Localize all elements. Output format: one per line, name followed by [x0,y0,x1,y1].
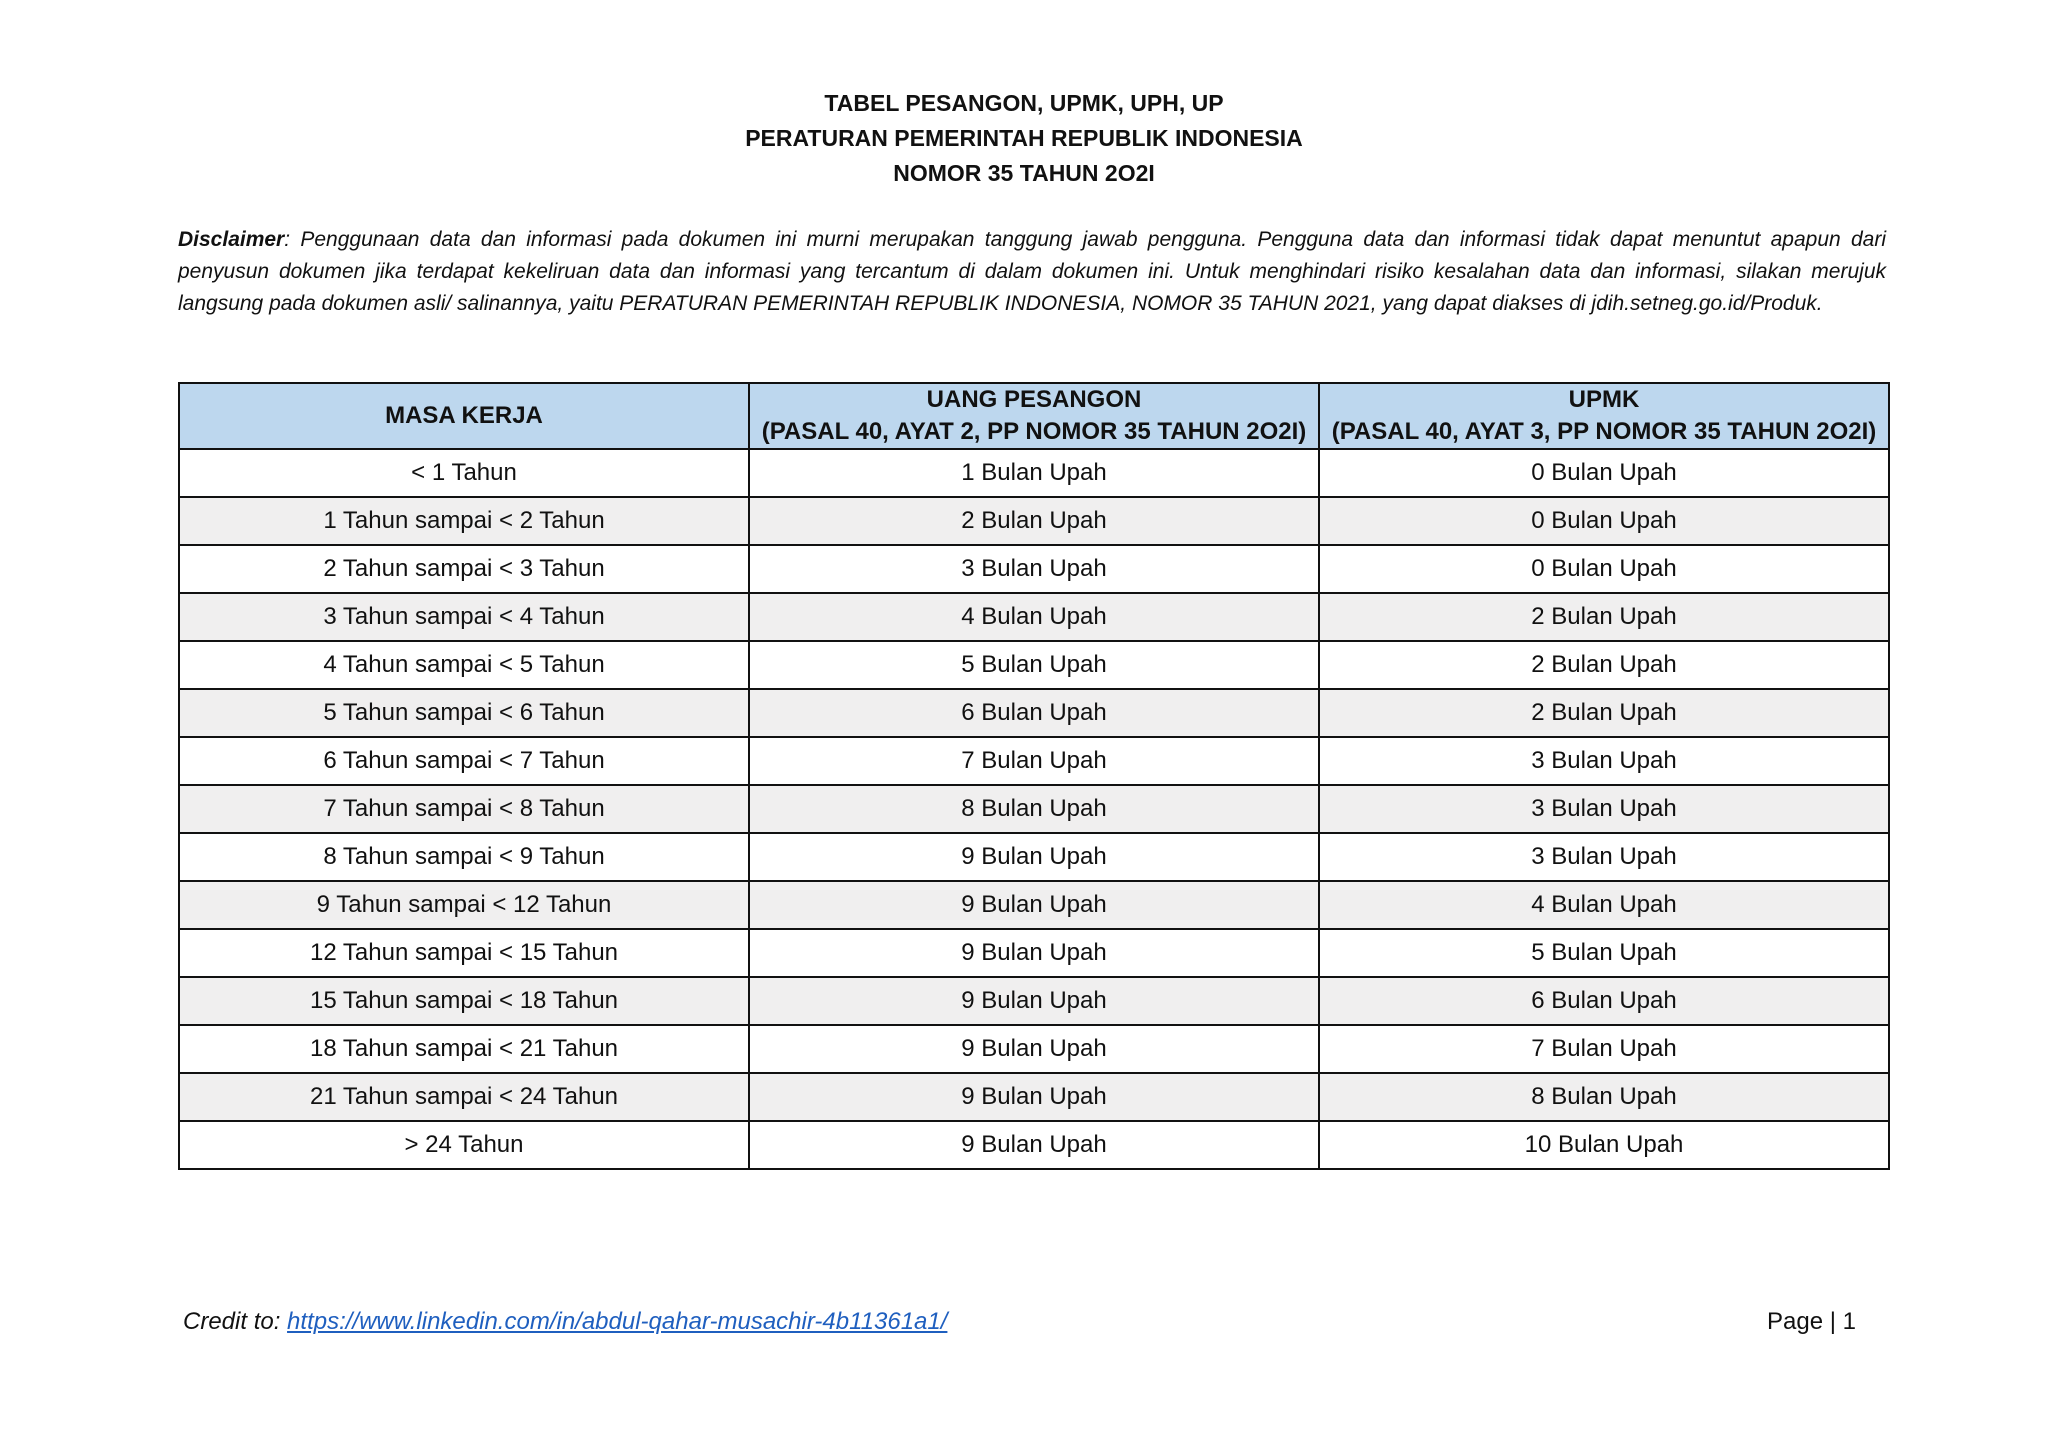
disclaimer-paragraph [178,224,1886,320]
severance-table [178,382,1890,1170]
cell-upmk: 2 Bulan Upah [1319,641,1889,689]
cell-masa-kerja: 9 Tahun sampai < 12 Tahun [179,881,749,929]
cell-upmk: 10 Bulan Upah [1319,1121,1889,1169]
cell-upmk: 0 Bulan Upah [1319,545,1889,593]
table-row [179,449,1889,497]
cell-uang-pesangon: 2 Bulan Upah [749,497,1319,545]
disclaimer-text: : Penggunaan data dan informasi pada dokumen ini murni merupakan tanggung jawab pengguna. Pengguna data dan informasi tidak dapat menuntut apapun dari penyusun dokumen jika terdapat kekeliruan data dan informasi yang tercantum di dalam dokumen ini. Untuk menghindari risiko kesalahan data dan informasi, silakan merujuk langsung pada dokumen asli/ salinannya, yaitu PERATURAN PEMERINTAH REPUBLIK INDONESIA, NOMOR 35 TAHUN 2021, yang dapat diakses di jdih.setneg.go.id/Produk. [178,228,1886,315]
table-row [179,593,1889,641]
cell-masa-kerja: 1 Tahun sampai < 2 Tahun [179,497,749,545]
cell-masa-kerja: 8 Tahun sampai < 9 Tahun [179,833,749,881]
column-header-masa-kerja [179,383,749,449]
cell-uang-pesangon: 9 Bulan Upah [749,881,1319,929]
cell-masa-kerja: 15 Tahun sampai < 18 Tahun [179,977,749,1025]
cell-uang-pesangon: 4 Bulan Upah [749,593,1319,641]
table-row [179,737,1889,785]
title-line-2: PERATURAN PEMERINTAH REPUBLIK INDONESIA [745,125,1303,151]
table-row [179,881,1889,929]
cell-masa-kerja: 5 Tahun sampai < 6 Tahun [179,689,749,737]
column-header-uang-pesangon-title: UANG PESANGON [926,386,1142,413]
cell-uang-pesangon: 9 Bulan Upah [749,1121,1319,1169]
cell-upmk: 3 Bulan Upah [1319,737,1889,785]
cell-upmk: 5 Bulan Upah [1319,929,1889,977]
cell-upmk: 2 Bulan Upah [1319,689,1889,737]
column-header-upmk-title: UPMK [1568,386,1640,413]
table-row [179,497,1889,545]
column-header-uang-pesangon-reference: (PASAL 40, AYAT 2, PP NOMOR 35 TAHUN 2O2I) [761,418,1307,445]
cell-uang-pesangon: 9 Bulan Upah [749,977,1319,1025]
disclaimer-lead: Disclaimer [178,228,285,251]
cell-uang-pesangon: 8 Bulan Upah [749,785,1319,833]
cell-uang-pesangon: 9 Bulan Upah [749,1073,1319,1121]
cell-masa-kerja: 7 Tahun sampai < 8 Tahun [179,785,749,833]
footer-credit [183,1308,947,1336]
table-row [179,1073,1889,1121]
table-row [179,689,1889,737]
credit-label: Credit to: [183,1308,288,1335]
cell-masa-kerja: 6 Tahun sampai < 7 Tahun [179,737,749,785]
cell-masa-kerja: > 24 Tahun [179,1121,749,1169]
title-line-3: NOMOR 35 TAHUN 2O2I [893,160,1155,186]
cell-upmk: 2 Bulan Upah [1319,593,1889,641]
column-header-upmk [1319,383,1889,449]
table-row [179,977,1889,1025]
table-row [179,545,1889,593]
cell-upmk: 7 Bulan Upah [1319,1025,1889,1073]
cell-upmk: 3 Bulan Upah [1319,785,1889,833]
cell-upmk: 3 Bulan Upah [1319,833,1889,881]
cell-uang-pesangon: 9 Bulan Upah [749,833,1319,881]
cell-masa-kerja: 18 Tahun sampai < 21 Tahun [179,1025,749,1073]
column-header-masa-kerja-title: MASA KERJA [385,402,543,429]
cell-masa-kerja: < 1 Tahun [179,449,749,497]
table-row [179,833,1889,881]
title-line-1: TABEL PESANGON, UPMK, UPH, UP [824,90,1224,116]
column-header-uang-pesangon [749,383,1319,449]
cell-uang-pesangon: 5 Bulan Upah [749,641,1319,689]
table-row [179,1025,1889,1073]
cell-upmk: 6 Bulan Upah [1319,977,1889,1025]
cell-masa-kerja: 3 Tahun sampai < 4 Tahun [179,593,749,641]
cell-uang-pesangon: 1 Bulan Upah [749,449,1319,497]
cell-uang-pesangon: 9 Bulan Upah [749,1025,1319,1073]
cell-masa-kerja: 21 Tahun sampai < 24 Tahun [179,1073,749,1121]
cell-uang-pesangon: 6 Bulan Upah [749,689,1319,737]
table-row [179,785,1889,833]
table-header-row [179,383,1889,449]
page-number: Page | 1 [1767,1308,1856,1335]
cell-uang-pesangon: 9 Bulan Upah [749,929,1319,977]
cell-masa-kerja: 4 Tahun sampai < 5 Tahun [179,641,749,689]
cell-masa-kerja: 12 Tahun sampai < 15 Tahun [179,929,749,977]
cell-upmk: 0 Bulan Upah [1319,449,1889,497]
cell-upmk: 0 Bulan Upah [1319,497,1889,545]
cell-masa-kerja: 2 Tahun sampai < 3 Tahun [179,545,749,593]
table-row [179,929,1889,977]
cell-uang-pesangon: 7 Bulan Upah [749,737,1319,785]
cell-upmk: 4 Bulan Upah [1319,881,1889,929]
document-title [0,86,2048,191]
table-row [179,1121,1889,1169]
table-row [179,641,1889,689]
column-header-upmk-reference: (PASAL 40, AYAT 3, PP NOMOR 35 TAHUN 2O2I) [1331,418,1877,445]
cell-upmk: 8 Bulan Upah [1319,1073,1889,1121]
credit-link[interactable]: https://www.linkedin.com/in/abdul-qahar-musachir-4b11361a1/ [287,1308,948,1335]
cell-uang-pesangon: 3 Bulan Upah [749,545,1319,593]
